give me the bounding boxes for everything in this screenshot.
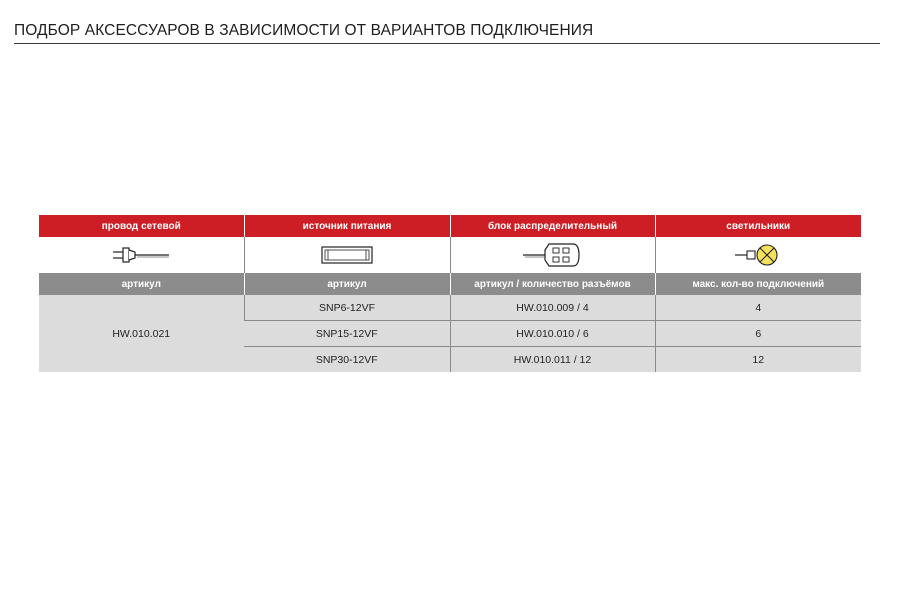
accessories-table: [39, 215, 861, 372]
category-distribution-block: блок распределительный: [450, 215, 655, 237]
power-supply-icon-cell: [244, 237, 450, 273]
category-luminaires: светильники: [655, 215, 861, 237]
block-article-cell: HW.010.009 / 4: [450, 295, 655, 321]
category-cable: провод сетевой: [39, 215, 244, 237]
header-row: [39, 273, 861, 295]
category-power-supply: источник питания: [244, 215, 450, 237]
supply-article-cell: SNP15-12VF: [244, 321, 450, 347]
lamp-icon-cell: [655, 237, 861, 273]
power-supply-icon: [320, 244, 374, 266]
supply-article-cell: SNP30-12VF: [244, 347, 450, 373]
table-row: [39, 295, 861, 321]
header-block-article: артикул / количество разъёмов: [450, 273, 655, 295]
icon-row: [39, 237, 861, 273]
cable-article-cell: HW.010.021: [39, 295, 244, 372]
category-row: [39, 215, 861, 237]
lamp-icon: [733, 240, 783, 270]
cable-icon-cell: [39, 237, 244, 273]
distribution-block-icon: [521, 240, 585, 270]
distribution-block-icon-cell: [450, 237, 655, 273]
header-max-connections: макс. кол-во подключений: [655, 273, 861, 295]
max-connections-cell: 4: [655, 295, 861, 321]
max-connections-cell: 12: [655, 347, 861, 373]
supply-article-cell: SNP6-12VF: [244, 295, 450, 321]
page-title: ПОДБОР АКСЕССУАРОВ В ЗАВИСИМОСТИ ОТ ВАРИАНТОВ ПОДКЛЮЧЕНИЯ: [14, 22, 594, 39]
block-article-cell: HW.010.010 / 6: [450, 321, 655, 347]
header-cable-article: артикул: [39, 273, 244, 295]
header-supply-article: артикул: [244, 273, 450, 295]
block-article-cell: HW.010.011 / 12: [450, 347, 655, 373]
title-divider: [14, 43, 880, 44]
power-plug-icon: [109, 244, 173, 266]
max-connections-cell: 6: [655, 321, 861, 347]
